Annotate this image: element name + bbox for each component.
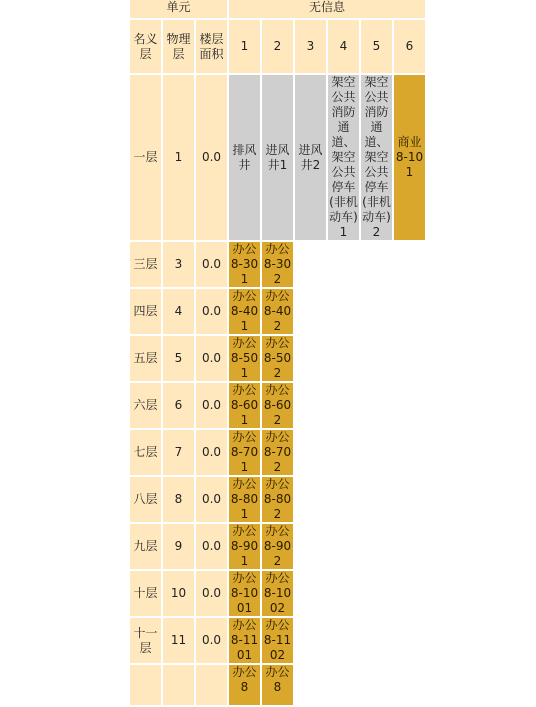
unit-cell[interactable]: 办公8-1002 [263,571,292,615]
col-header-name: 名义层 [130,20,161,73]
empty-space [295,336,425,381]
floor-area: 0.0 [196,289,227,334]
floor-physical: 11 [163,618,194,663]
unit-cell[interactable]: 架空公共消防通道、架空公共停车(非机动车)2 [362,75,391,239]
unit-cell[interactable]: 办公8-601 [230,383,259,427]
floor-row [130,75,425,240]
unit-cell[interactable]: 办公8-502 [263,336,292,380]
unit-cell[interactable]: 办公8-301 [230,242,259,286]
floor-row [130,430,425,475]
unit-cell[interactable]: 办公8-1001 [230,571,259,615]
floor-row [130,477,425,522]
unit-cell[interactable]: 办公8-302 [263,242,292,286]
floor-name: 四层 [130,289,161,334]
floor-physical: 6 [163,383,194,428]
floor-area: 0.0 [196,336,227,381]
floor-name: 九层 [130,524,161,569]
unit-cell[interactable]: 办公8-702 [263,430,292,474]
unit-cell[interactable]: 办公8-501 [230,336,259,380]
empty-space [295,383,425,428]
col-header-physical: 物理层 [163,20,194,73]
floor-name [130,665,161,705]
floor-row [130,383,425,428]
floor-physical: 1 [163,75,194,240]
unit-cell[interactable]: 办公8-901 [230,524,259,568]
floor-area: 0.0 [196,477,227,522]
empty-space [295,618,425,663]
floor-unit-table [128,0,427,707]
unit-cell[interactable]: 商业8-101 [394,75,425,240]
empty-space [295,524,425,569]
floor-physical: 3 [163,242,194,287]
unit-header-3: 3 [295,20,326,73]
floor-name: 八层 [130,477,161,522]
floor-area: 0.0 [196,430,227,475]
empty-space [295,289,425,334]
unit-cell[interactable]: 办公8-802 [263,477,292,521]
floor-area: 0.0 [196,75,227,240]
empty-space [295,477,425,522]
unit-header-1: 1 [229,20,260,73]
floor-row [130,524,425,569]
unit-cell[interactable]: 办公8-902 [263,524,292,568]
header-no-info: 无信息 [229,0,425,18]
unit-cell[interactable]: 进风井1 [262,75,293,240]
unit-cell[interactable]: 办公8-801 [230,477,259,521]
unit-cell[interactable]: 进风井2 [295,75,326,240]
unit-header-4: 4 [328,20,359,73]
floor-physical: 5 [163,336,194,381]
unit-cell[interactable]: 办公8-701 [230,430,259,474]
floor-name: 一层 [130,75,161,240]
floor-name: 七层 [130,430,161,475]
floor-physical [163,665,194,705]
floor-name: 三层 [130,242,161,287]
floor-name: 五层 [130,336,161,381]
floor-row [130,242,425,287]
header-unit: 单元 [130,0,227,18]
floor-area: 0.0 [196,571,227,616]
unit-cell[interactable]: 架空公共消防通道、架空公共停车(非机动车)1 [329,75,358,239]
empty-space [295,242,425,287]
floor-area: 0.0 [196,524,227,569]
floor-physical: 9 [163,524,194,569]
empty-space [295,571,425,616]
floor-name: 十一层 [130,618,161,663]
unit-header-2: 2 [262,20,293,73]
floor-row [130,289,425,334]
floor-area: 0.0 [196,383,227,428]
floor-row [130,618,425,663]
floor-physical: 10 [163,571,194,616]
unit-cell[interactable]: 办公8-602 [263,383,292,427]
floor-name: 十层 [130,571,161,616]
unit-cell[interactable]: 办公8-402 [263,289,292,333]
unit-header-5: 5 [361,20,392,73]
unit-cell[interactable]: 办公8-1101 [230,618,259,662]
unit-cell[interactable]: 办公8 [262,665,293,705]
floor-row [130,665,425,705]
unit-cell[interactable]: 办公8 [229,665,260,705]
floor-row [130,571,425,616]
empty-space [295,665,425,705]
floor-name: 六层 [130,383,161,428]
unit-header-6: 6 [394,20,425,73]
col-header-area: 楼层面积 [196,20,227,73]
unit-cell[interactable]: 排风井 [229,75,260,240]
floor-physical: 4 [163,289,194,334]
unit-cell[interactable]: 办公8-401 [230,289,259,333]
floor-area [196,665,227,705]
floor-physical: 7 [163,430,194,475]
floor-row [130,336,425,381]
floor-area: 0.0 [196,618,227,663]
empty-space [295,430,425,475]
unit-cell[interactable]: 办公8-1102 [263,618,292,662]
floor-area: 0.0 [196,242,227,287]
floor-physical: 8 [163,477,194,522]
